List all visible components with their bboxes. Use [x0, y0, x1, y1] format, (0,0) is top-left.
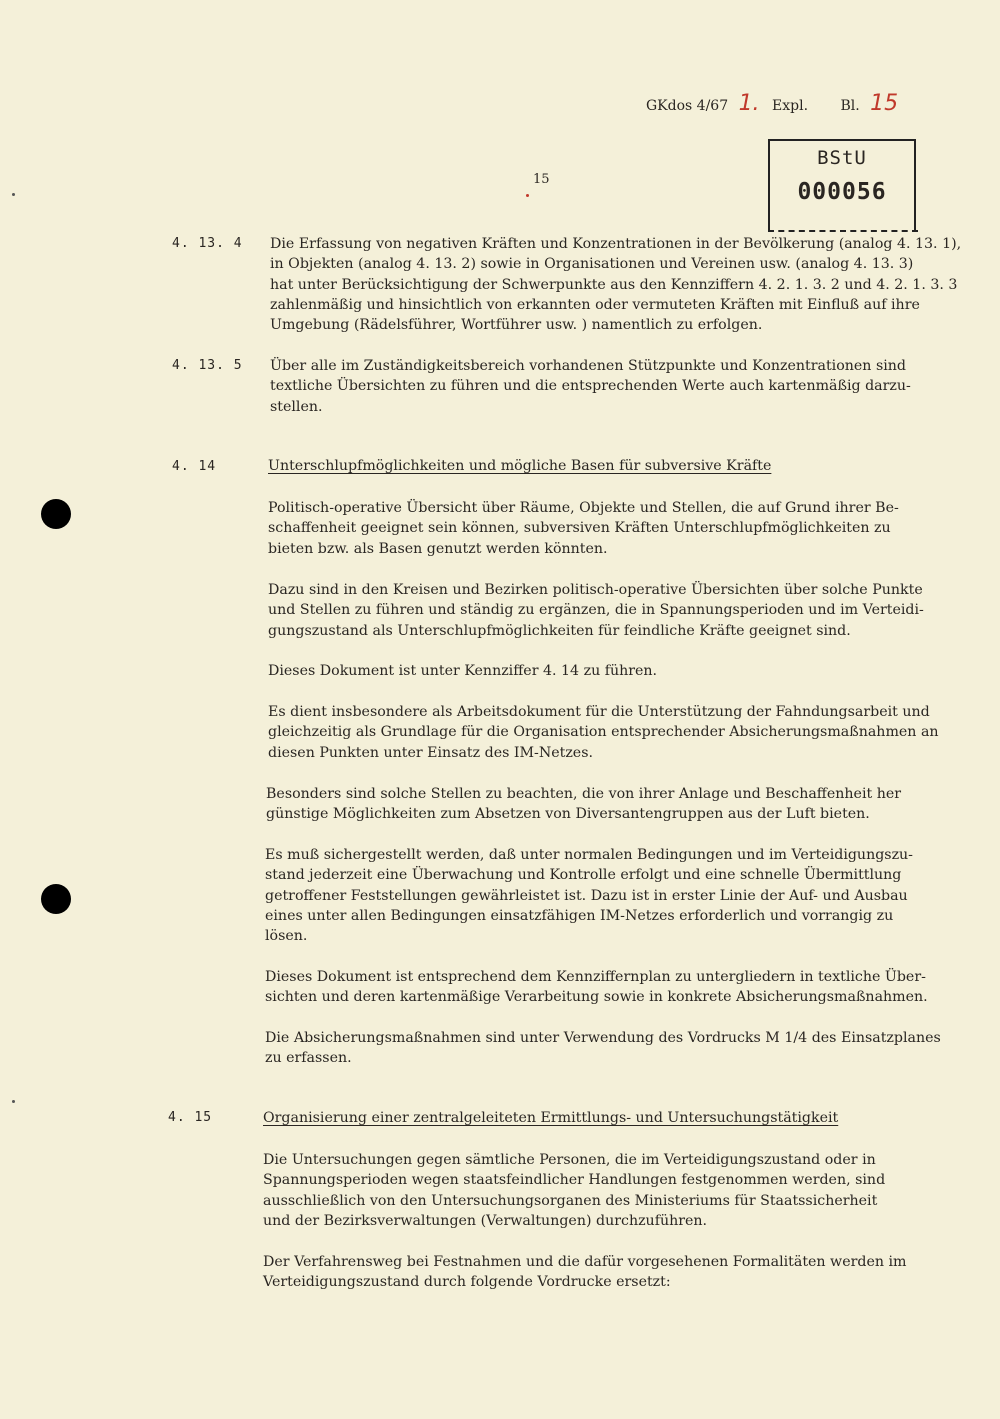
paragraph — [268, 702, 939, 763]
paragraph — [263, 1150, 885, 1231]
text-line: und Stellen zu führen und ständig zu ergänzen, die in Spannungsperioden und im Verteidi- — [268, 602, 924, 619]
page-number: 15 — [533, 172, 550, 187]
text-line: sichten und deren kartenmäßige Verarbeitung sowie in konkrete Absicherungsmaßnahmen. — [265, 989, 928, 1006]
text-line: stand jederzeit eine Überwachung und Kontrolle erfolgt und eine schnelle Übermittlung — [265, 867, 902, 884]
paragraph — [268, 498, 899, 559]
text-line: Verteidigungszustand durch folgende Vordrucke ersetzt: — [263, 1274, 671, 1291]
section-number: 4. 15 — [168, 1110, 213, 1125]
text-line: Der Verfahrensweg bei Festnahmen und die dafür vorgesehenen Formalitäten werden im — [263, 1254, 907, 1270]
text-line: in Objekten (analog 4. 13. 2) sowie in Organisationen und Vereinen usw. (analog 4. 13. 3) — [270, 256, 914, 273]
text-line: diesen Punkten unter Einsatz des IM-Netzes. — [268, 744, 593, 761]
margin-speck — [12, 1100, 15, 1103]
paragraph — [263, 1252, 907, 1293]
text-line: gungszustand als Unterschlupfmöglichkeiten für feindliche Kräfte geeignet sind. — [268, 622, 851, 639]
text-line: Dieses Dokument ist entsprechend dem Kennziffernplan zu untergliedern in textliche Über- — [265, 969, 926, 985]
text-line: eines unter allen Bedingungen einsatzfähigen IM-Netzes erforderlich und vorrangig zu — [265, 907, 894, 924]
text-line: Über alle im Zuständigkeitsbereich vorhandenen Stützpunkte und Konzentrationen sind — [270, 358, 906, 374]
margin-speck — [12, 193, 15, 196]
section-number: 4. 13. 5 — [172, 358, 243, 373]
text-line: Die Erfassung von negativen Kräften und Konzentrationen in der Bevölkerung (analog 4. 13. 1), — [270, 236, 962, 252]
sheet-label: Bl. — [840, 98, 860, 114]
section-body — [270, 356, 911, 417]
text-line: Dazu sind in den Kreisen und Bezirken politisch-operative Übersichten über solche Punkte — [268, 582, 923, 598]
paragraph — [266, 784, 901, 825]
text-line: getroffener Feststellungen gewährleistet ist. Dazu ist in erster Linie der Auf- und Ausbau — [265, 887, 908, 904]
text-line: Es dient insbesondere als Arbeitsdokument für die Unterstützung der Fahndungsarbeit und — [268, 704, 930, 720]
text-line: Die Untersuchungen gegen sämtliche Personen, die im Verteidigungszustand oder in — [263, 1152, 876, 1168]
red-mark — [526, 194, 529, 197]
section-heading: Unterschlupfmöglichkeiten und mögliche Basen für subversive Kräfte — [268, 458, 772, 474]
text-line: gleichzeitig als Grundlage für die Organisation entsprechender Absicherungsmaßnahmen an — [268, 724, 939, 741]
text-line: Dieses Dokument ist unter Kennziffer 4. 14 zu führen. — [268, 663, 658, 679]
text-line: bieten bzw. als Basen genutzt werden könnten. — [268, 540, 608, 557]
sheet-number-handwritten: 15 — [870, 91, 899, 116]
paragraph — [268, 580, 924, 641]
copy-number-handwritten: 1. — [738, 91, 760, 116]
text-line: zu erfassen. — [265, 1050, 352, 1067]
text-line: zahlenmäßig und hinsichtlich von erkannten oder vermuteten Kräften mit Einfluß auf ihre — [270, 296, 920, 313]
text-line: günstige Möglichkeiten zum Absetzen von Diversantengruppen aus der Luft bieten. — [266, 806, 870, 823]
stamp-number: 000056 — [797, 179, 887, 205]
text-line: ausschließlich von den Untersuchungsorganen des Ministeriums für Staatssicherheit — [263, 1192, 878, 1209]
document-reference: GKdos 4/67 — [646, 98, 729, 114]
archive-stamp — [768, 139, 916, 231]
punch-hole-upper — [41, 499, 71, 529]
text-line: Politisch-operative Übersicht über Räume, Objekte und Stellen, die auf Grund ihrer Be- — [268, 500, 899, 516]
paragraph — [265, 1028, 941, 1069]
paragraph — [268, 661, 657, 681]
section-body — [270, 234, 961, 335]
text-line: lösen. — [265, 928, 308, 945]
text-line: und der Bezirksverwaltungen (Verwaltungen) durchzuführen. — [263, 1212, 708, 1229]
text-line: Es muß sichergestellt werden, daß unter normalen Bedingungen und im Verteidigungszu- — [265, 847, 913, 863]
section-number: 4. 13. 4 — [172, 236, 243, 251]
text-line: textliche Übersichten zu führen und die entsprechenden Werte auch kartenmäßig darzu- — [270, 378, 911, 395]
section-heading: Organisierung einer zentralgeleiteten Ermittlungs- und Untersuchungstätigkeit — [263, 1110, 839, 1126]
paragraph — [265, 967, 928, 1008]
text-line: Umgebung (Rädelsführer, Wortführer usw. ) namentlich zu erfolgen. — [270, 317, 763, 334]
text-line: Die Absicherungsmaßnahmen sind unter Verwendung des Vordrucks M 1/4 des Einsatzplanes — [265, 1030, 941, 1046]
text-line: stellen. — [270, 398, 323, 415]
document-header — [646, 91, 899, 116]
paragraph — [265, 845, 913, 946]
text-line: schaffenheit geeignet sein können, subversiven Kräften Unterschlupfmöglichkeiten zu — [268, 520, 891, 537]
copy-label: Expl. — [772, 98, 809, 114]
text-line: hat unter Berücksichtigung der Schwerpunkte aus den Kennziffern 4. 2. 1. 3. 2 und 4. 2. 1. 3. 3 — [270, 276, 958, 293]
text-line: Spannungsperioden wegen staatsfeindlicher Handlungen festgenommen werden, sind — [263, 1172, 886, 1189]
section-number: 4. 14 — [172, 459, 217, 474]
punch-hole-lower — [41, 884, 71, 914]
stamp-agency: BStU — [817, 147, 867, 169]
text-line: Besonders sind solche Stellen zu beachten, die von ihrer Anlage und Beschaffenheit her — [266, 786, 902, 802]
stamp-dashed-edge — [768, 230, 918, 232]
